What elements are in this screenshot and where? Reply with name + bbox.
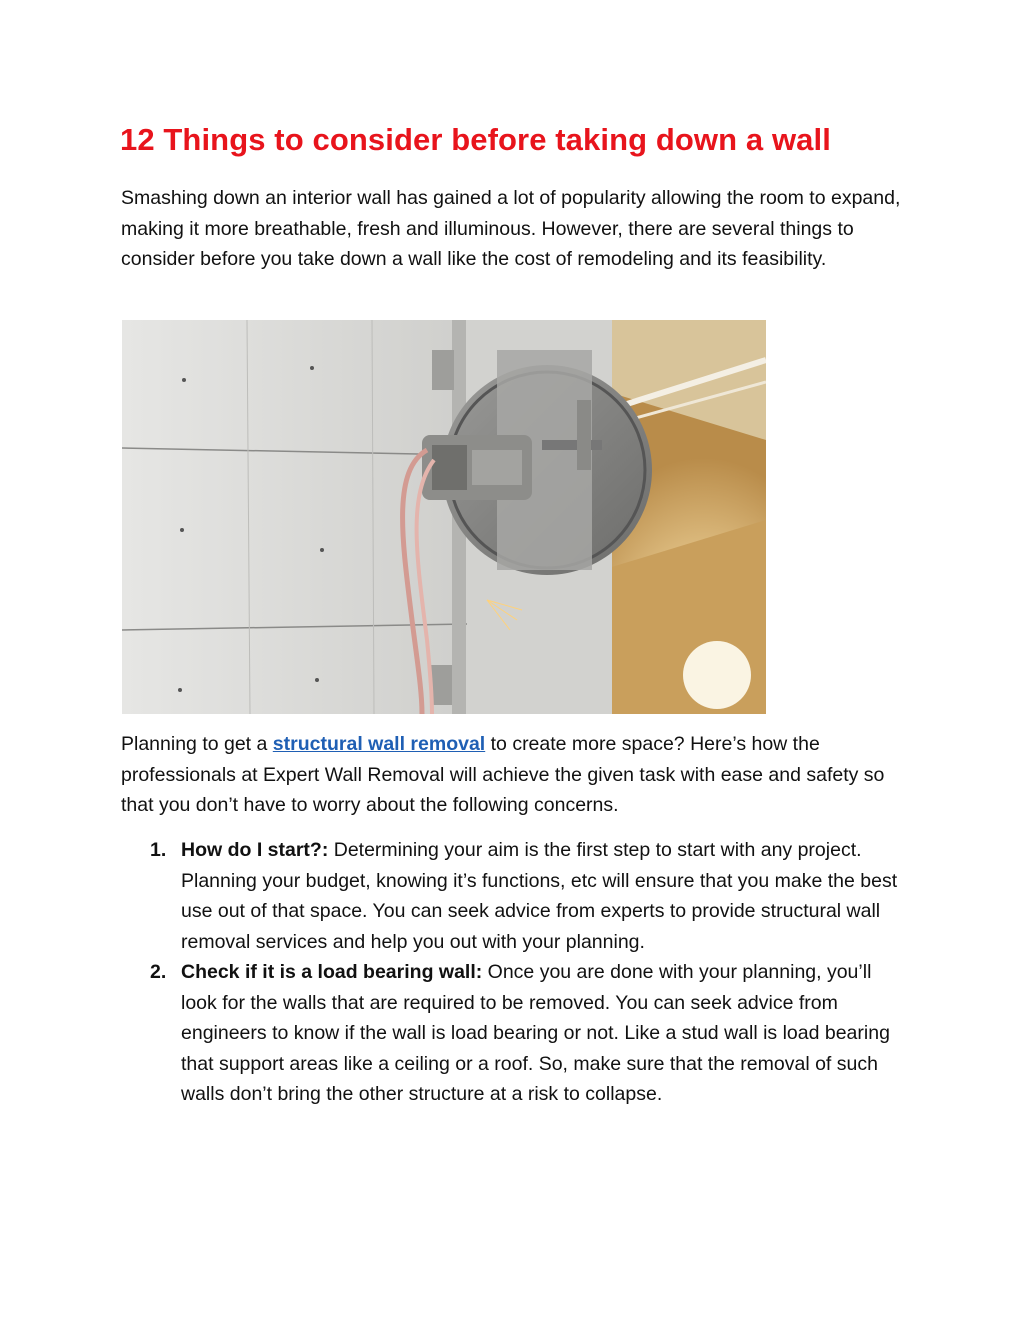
list-item-number: 1. — [150, 839, 167, 861]
considerations-list — [121, 835, 911, 1110]
structural-wall-removal-link[interactable]: structural wall removal — [272, 733, 486, 755]
intro-paragraph: Smashing down an interior wall has gained a lot of popularity allowing the room to expand, making it more breathable, fresh and illuminous. However, there are several things to consider before you take down a wall like the cost of remodeling and its feasibility. — [121, 187, 901, 270]
list-item — [121, 835, 911, 957]
wall-saw-photo — [122, 320, 766, 714]
list-item-number: 2. — [150, 961, 167, 983]
planning-text-after: to create more space? Here’s how the professionals at Expert Wall Removal will achieve the given task with ease and safety so that you don’t have to worry about the following concerns. — [121, 733, 885, 816]
planning-text-before: Planning to get a — [121, 733, 273, 755]
list-item — [121, 957, 911, 1110]
list-item-text: Determining your aim is the first step to start with any project. Planning your budget, knowing it’s functions, etc will ensure that you make the best use out of that space. You can seek advice from experts to provide structural wall removal services and help you out with your planning. — [181, 839, 898, 953]
page-title: 12 Things to consider before taking down a wall — [120, 122, 831, 157]
list-item-term: How do I start?: — [181, 839, 329, 861]
planning-paragraph — [121, 729, 911, 821]
list-item-text: Once you are done with your planning, you’ll look for the walls that are required to be removed. You can seek advice from engineers to know if the wall is load bearing or not. Like a stud wall is load bearing that support areas like a ceiling or a roof. So, make sure that the removal of such walls don’t bring the other structure at a risk to collapse. — [181, 961, 890, 1105]
list-item-term: Check if it is a load bearing wall: — [181, 961, 483, 983]
